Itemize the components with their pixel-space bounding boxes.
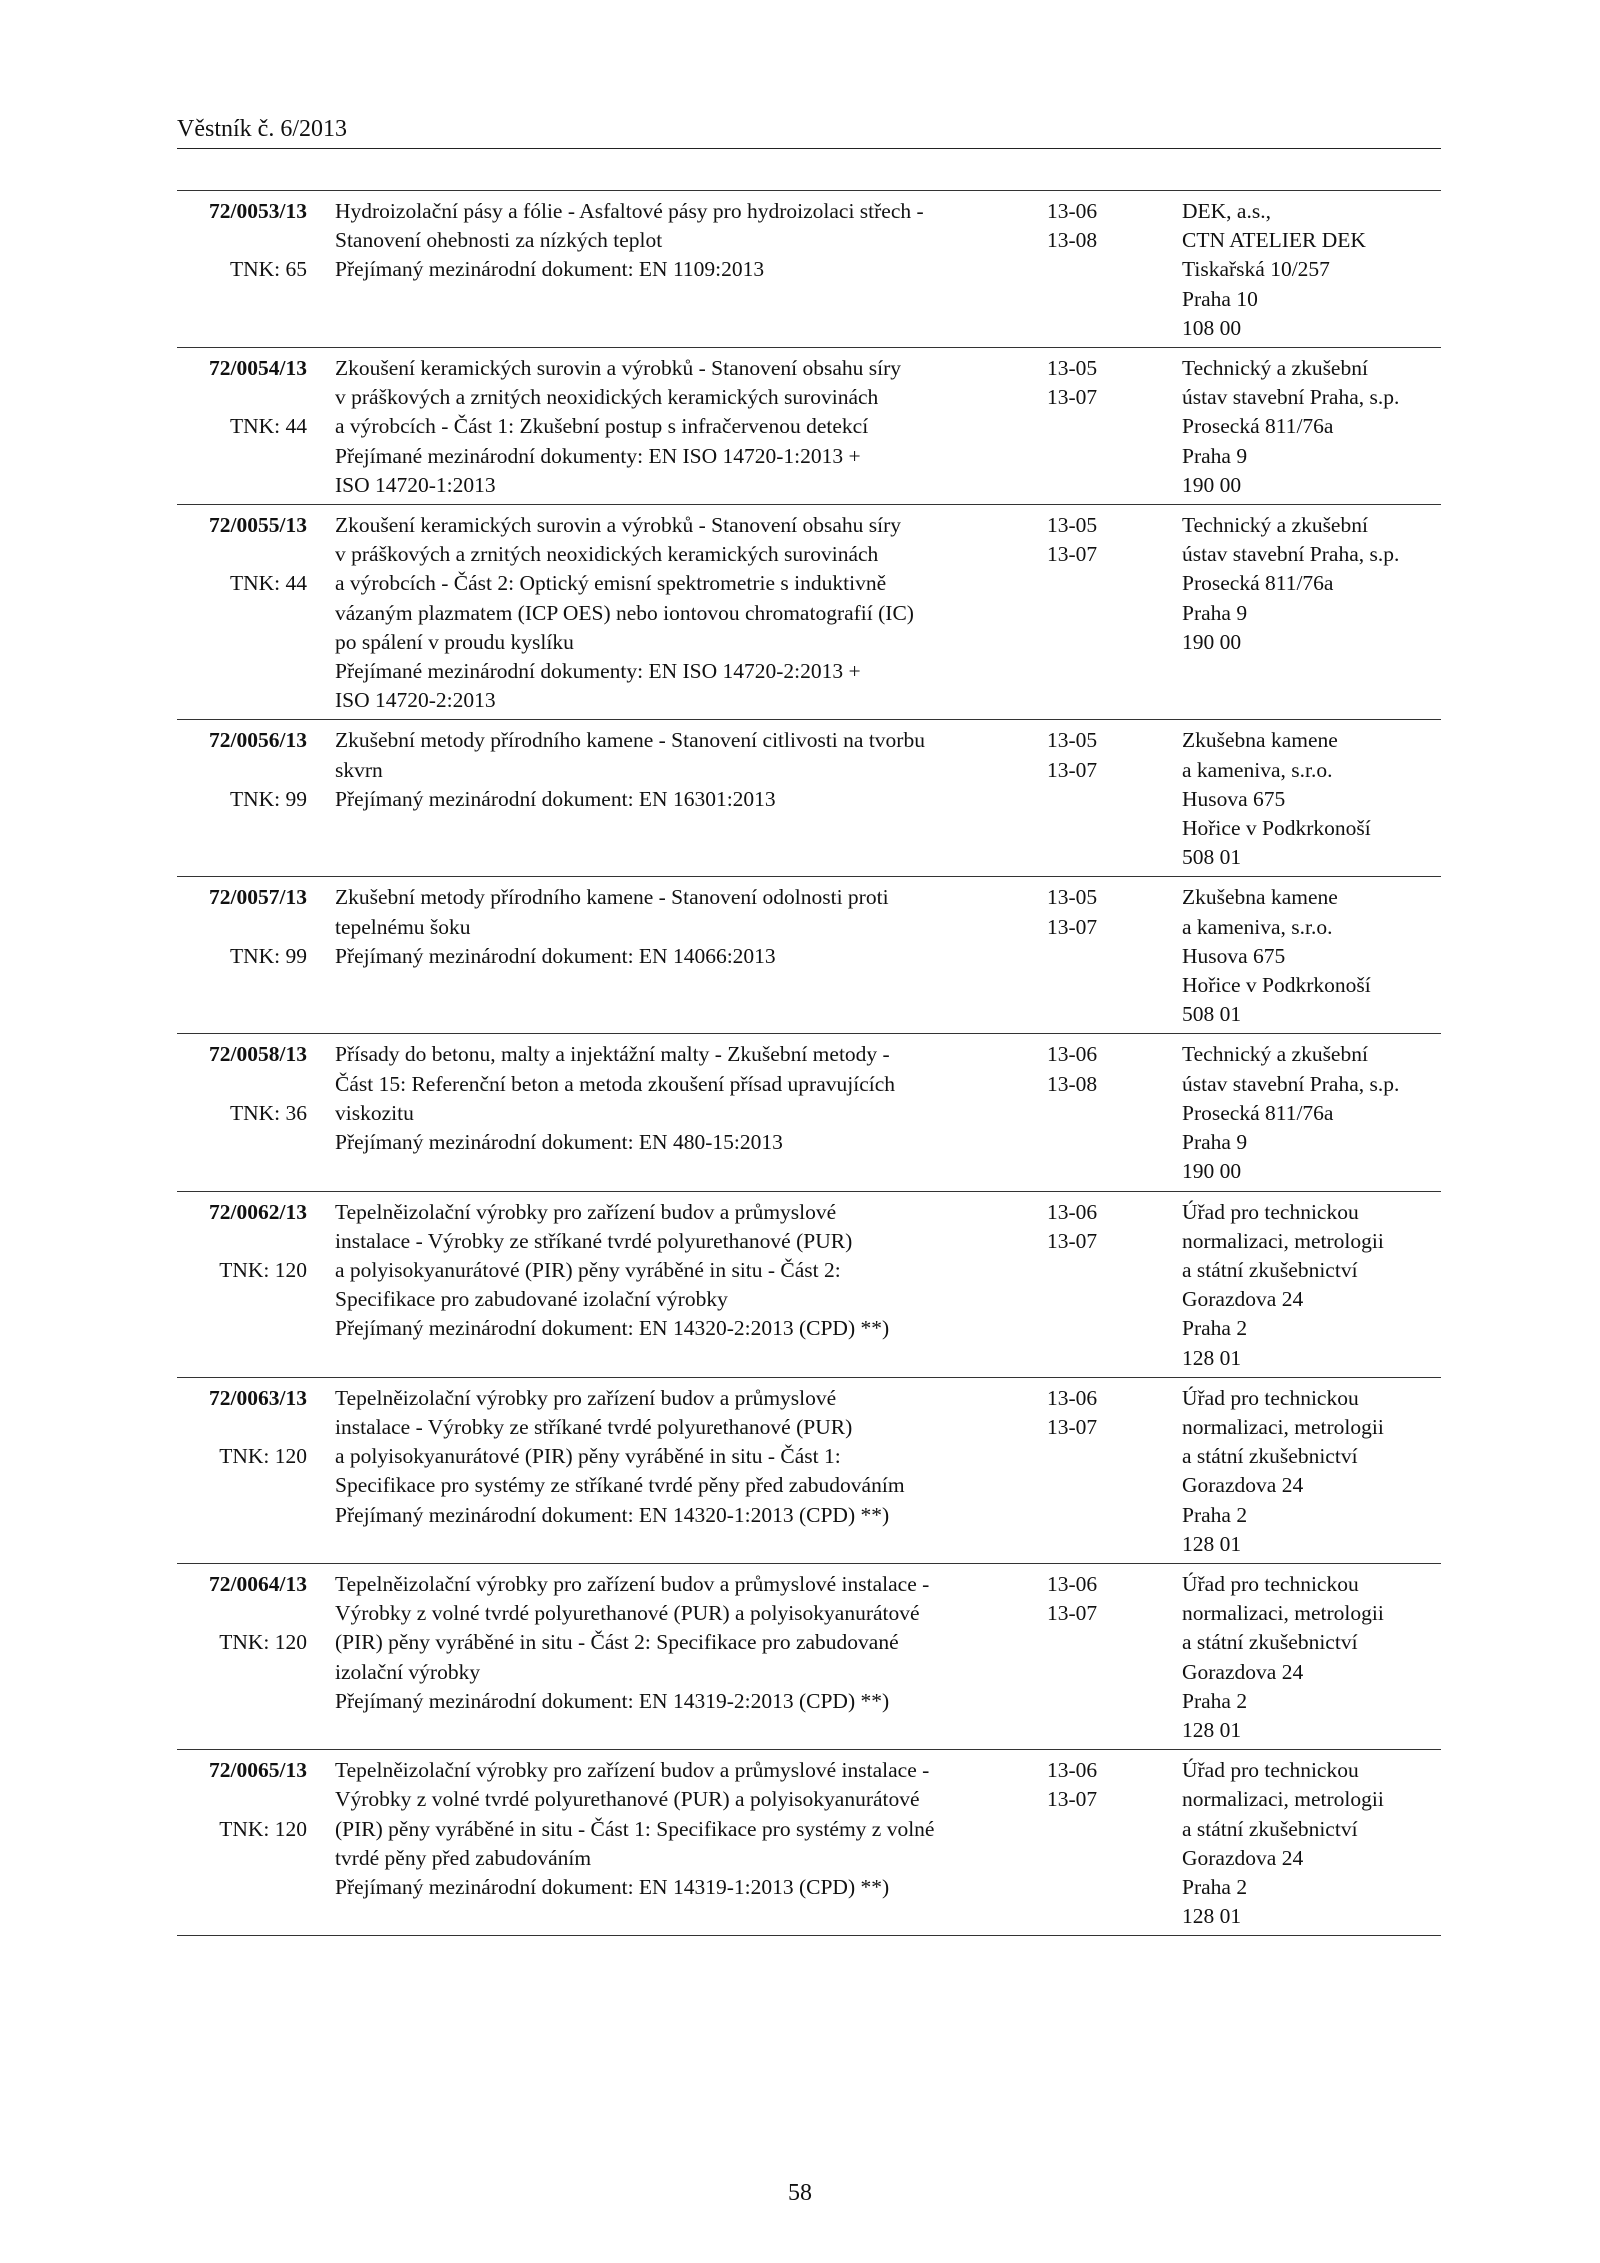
- description-line: Část 15: Referenční beton a metoda zkoušení přísad upravujících: [335, 1071, 896, 1096]
- organization-line: a státní zkušebnictví: [1182, 1444, 1358, 1469]
- organization-line: normalizaci, metrologii: [1182, 1787, 1384, 1812]
- description-line: Specifikace pro systémy ze stříkané tvrdé pěny před zabudováním: [335, 1473, 905, 1498]
- tnk-number: TNK: 36: [229, 1100, 307, 1125]
- registration-number: 72/0063/13: [209, 1385, 307, 1410]
- organization-line: 190 00: [1182, 629, 1242, 654]
- date-code: 13-07: [1047, 1601, 1098, 1626]
- description-line: Hydroizolační pásy a fólie - Asfaltové pásy pro hydroizolaci střech -: [335, 199, 924, 223]
- registration-number: 72/0053/13: [209, 199, 307, 223]
- description-line: a výrobcích - Část 1: Zkušební postup s infračervenou detekcí: [335, 414, 869, 439]
- registration-cell: [177, 1034, 332, 1191]
- description-line: skvrn: [335, 757, 383, 782]
- standards-table-body: [177, 191, 1441, 1936]
- description-cell: [332, 348, 1047, 505]
- organization-line: 190 00: [1182, 1159, 1242, 1184]
- registration-cell: [177, 720, 332, 877]
- organization-cell: [1182, 720, 1441, 877]
- description-line: po spálení v proudu kyslíku: [335, 629, 574, 654]
- date-codes-cell: [1047, 191, 1182, 348]
- date-codes-cell: [1047, 505, 1182, 720]
- registration-number: 72/0054/13: [209, 356, 307, 381]
- registration-number: 72/0056/13: [209, 728, 307, 753]
- description-line: instalace - Výrobky ze stříkané tvrdé polyurethanové (PUR): [335, 1228, 853, 1253]
- organization-line: 128 01: [1182, 1717, 1242, 1742]
- date-code: 13-05: [1047, 513, 1098, 538]
- date-code: 13-08: [1047, 228, 1098, 253]
- description-line: Tepelněizolační výrobky pro zařízení budov a průmyslové: [335, 1385, 837, 1410]
- organization-line: Praha 9: [1182, 443, 1248, 468]
- organization-line: ústav stavební Praha, s.p.: [1182, 1071, 1400, 1096]
- organization-line: 508 01: [1182, 845, 1242, 870]
- description-cell: [332, 720, 1047, 877]
- tnk-number: TNK: 120: [219, 1630, 307, 1655]
- date-code: 13-07: [1047, 1787, 1098, 1812]
- organization-line: Úřad pro technickou: [1182, 1758, 1359, 1783]
- description-cell: [332, 191, 1047, 348]
- description-line: instalace - Výrobky ze stříkané tvrdé polyurethanové (PUR): [335, 1414, 853, 1439]
- organization-line: Hořice v Podkrkonoší: [1182, 816, 1371, 841]
- registration-cell: [177, 1563, 332, 1749]
- date-codes-cell: [1047, 1377, 1182, 1563]
- date-codes-cell: [1047, 1750, 1182, 1936]
- registration-cell: [177, 1750, 332, 1936]
- organization-line: Úřad pro technickou: [1182, 1385, 1359, 1410]
- description-cell: [332, 1191, 1047, 1377]
- registration-number: 72/0062/13: [209, 1199, 307, 1224]
- organization-cell: [1182, 191, 1441, 348]
- organization-line: Technický a zkušební: [1182, 1042, 1368, 1067]
- date-code: 13-06: [1047, 199, 1098, 223]
- organization-line: Praha 2: [1182, 1688, 1248, 1713]
- date-code: 13-08: [1047, 1071, 1098, 1096]
- organization-line: Praha 2: [1182, 1316, 1248, 1341]
- organization-line: Husova 675: [1182, 943, 1286, 968]
- description-line: Stanovení ohebnosti za nízkých teplot: [335, 228, 663, 253]
- registration-number: 72/0055/13: [209, 513, 307, 538]
- organization-line: Prosecká 811/76a: [1182, 571, 1334, 596]
- description-line: Tepelněizolační výrobky pro zařízení budov a průmyslové instalace -: [335, 1758, 930, 1783]
- organization-cell: [1182, 505, 1441, 720]
- organization-line: Tiskařská 10/257: [1182, 257, 1330, 282]
- date-codes-cell: [1047, 1034, 1182, 1191]
- tnk-number: TNK: 120: [219, 1257, 307, 1282]
- description-line: (PIR) pěny vyráběné in situ - Část 2: Specifikace pro zabudované: [335, 1630, 899, 1655]
- organization-line: Praha 9: [1182, 600, 1248, 625]
- registration-cell: [177, 348, 332, 505]
- description-line: a polyisokyanurátové (PIR) pěny vyráběné in situ - Část 1:: [335, 1444, 841, 1469]
- registration-cell: [177, 191, 332, 348]
- date-code: 13-06: [1047, 1199, 1098, 1224]
- date-codes-cell: [1047, 1191, 1182, 1377]
- date-code: 13-06: [1047, 1758, 1098, 1783]
- table-row: [177, 505, 1441, 720]
- date-codes-cell: [1047, 348, 1182, 505]
- standards-table: [177, 190, 1441, 1936]
- organization-line: Praha 9: [1182, 1130, 1248, 1155]
- table-row: [177, 191, 1441, 348]
- organization-line: Praha 2: [1182, 1502, 1248, 1527]
- registration-number: 72/0064/13: [209, 1571, 307, 1596]
- description-line: v práškových a zrnitých neoxidických keramických surovinách: [335, 385, 879, 410]
- organization-line: Gorazdova 24: [1182, 1659, 1304, 1684]
- date-code: 13-05: [1047, 885, 1098, 910]
- organization-line: Úřad pro technickou: [1182, 1199, 1359, 1224]
- tnk-number: TNK: 65: [229, 257, 307, 282]
- registration-cell: [177, 1191, 332, 1377]
- organization-line: 508 01: [1182, 1002, 1242, 1027]
- description-line: v práškových a zrnitých neoxidických keramických surovinách: [335, 542, 879, 567]
- date-code: 13-07: [1047, 1414, 1098, 1439]
- date-codes-cell: [1047, 1563, 1182, 1749]
- table-row: [177, 348, 1441, 505]
- organization-line: normalizaci, metrologii: [1182, 1228, 1384, 1253]
- description-line: Přejímaný mezinárodní dokument: EN 14319-1:2013 (CPD) **): [335, 1874, 890, 1899]
- organization-cell: [1182, 1034, 1441, 1191]
- date-code: 13-06: [1047, 1385, 1098, 1410]
- date-code: 13-05: [1047, 356, 1098, 381]
- description-line: Přejímaný mezinárodní dokument: EN 16301:2013: [335, 786, 776, 811]
- date-code: 13-05: [1047, 728, 1098, 753]
- tnk-number: TNK: 99: [229, 943, 307, 968]
- date-code: 13-06: [1047, 1571, 1098, 1596]
- table-row: [177, 1377, 1441, 1563]
- organization-line: normalizaci, metrologii: [1182, 1414, 1384, 1439]
- registration-number: 72/0058/13: [209, 1042, 307, 1067]
- description-line: ISO 14720-2:2013: [335, 688, 496, 713]
- description-line: Přejímané mezinárodní dokumenty: EN ISO 14720-2:2013 +: [335, 659, 861, 684]
- organization-line: Prosecká 811/76a: [1182, 414, 1334, 439]
- organization-line: a kameniva, s.r.o.: [1182, 757, 1333, 782]
- tnk-number: TNK: 44: [229, 571, 307, 596]
- organization-line: Hořice v Podkrkonoší: [1182, 973, 1371, 998]
- description-line: Zkušební metody přírodního kamene - Stanovení odolnosti proti: [335, 885, 889, 910]
- table-row: [177, 877, 1441, 1034]
- description-line: Přejímaný mezinárodní dokument: EN 480-15:2013: [335, 1130, 783, 1155]
- organization-cell: [1182, 1750, 1441, 1936]
- description-line: a polyisokyanurátové (PIR) pěny vyráběné in situ - Část 2:: [335, 1257, 841, 1282]
- organization-line: 190 00: [1182, 472, 1242, 497]
- description-line: Přejímaný mezinárodní dokument: EN 14319-2:2013 (CPD) **): [335, 1688, 890, 1713]
- organization-cell: [1182, 348, 1441, 505]
- organization-line: a státní zkušebnictví: [1182, 1816, 1358, 1841]
- organization-line: a kameniva, s.r.o.: [1182, 914, 1333, 939]
- description-cell: [332, 1563, 1047, 1749]
- organization-cell: [1182, 1563, 1441, 1749]
- description-line: tepelnému šoku: [335, 914, 471, 939]
- page-number: 58: [788, 2180, 812, 2206]
- tnk-number: TNK: 44: [229, 414, 307, 439]
- description-line: Tepelněizolační výrobky pro zařízení budov a průmyslové instalace -: [335, 1571, 930, 1596]
- organization-line: Úřad pro technickou: [1182, 1571, 1359, 1596]
- organization-line: Prosecká 811/76a: [1182, 1100, 1334, 1125]
- organization-line: Gorazdova 24: [1182, 1845, 1304, 1870]
- date-code: 13-07: [1047, 385, 1098, 410]
- description-line: Přejímané mezinárodní dokumenty: EN ISO 14720-1:2013 +: [335, 443, 861, 468]
- description-line: vázaným plazmatem (ICP OES) nebo iontovou chromatografií (IC): [335, 600, 914, 625]
- table-row: [177, 1750, 1441, 1936]
- description-line: a výrobcích - Část 2: Optický emisní spektrometrie s induktivně: [335, 571, 887, 596]
- organization-cell: [1182, 877, 1441, 1034]
- organization-line: ústav stavební Praha, s.p.: [1182, 385, 1400, 410]
- description-line: Přejímaný mezinárodní dokument: EN 14320-2:2013 (CPD) **): [335, 1316, 890, 1341]
- date-code: 13-06: [1047, 1042, 1098, 1067]
- date-codes-cell: [1047, 720, 1182, 877]
- table-row: [177, 1034, 1441, 1191]
- registration-cell: [177, 877, 332, 1034]
- description-line: Tepelněizolační výrobky pro zařízení budov a průmyslové: [335, 1199, 837, 1224]
- date-codes-cell: [1047, 877, 1182, 1034]
- description-line: viskozitu: [335, 1100, 414, 1125]
- date-code: 13-07: [1047, 757, 1098, 782]
- organization-line: Praha 10: [1182, 286, 1258, 311]
- description-line: Výrobky z volné tvrdé polyurethanové (PUR) a polyisokyanurátové: [335, 1601, 920, 1626]
- organization-cell: [1182, 1191, 1441, 1377]
- date-code: 13-07: [1047, 914, 1098, 939]
- organization-line: DEK, a.s.,: [1182, 199, 1271, 223]
- description-line: (PIR) pěny vyráběné in situ - Část 1: Specifikace pro systémy z volné: [335, 1816, 935, 1841]
- page-header: [177, 112, 1441, 149]
- description-cell: [332, 1034, 1047, 1191]
- organization-line: a státní zkušebnictví: [1182, 1630, 1358, 1655]
- organization-line: Zkušebna kamene: [1182, 728, 1338, 753]
- registration-cell: [177, 505, 332, 720]
- description-line: Přejímaný mezinárodní dokument: EN 1109:2013: [335, 257, 765, 282]
- tnk-number: TNK: 120: [219, 1444, 307, 1469]
- description-line: Výrobky z volné tvrdé polyurethanové (PUR) a polyisokyanurátové: [335, 1787, 920, 1812]
- date-code: 13-07: [1047, 542, 1098, 567]
- organization-cell: [1182, 1377, 1441, 1563]
- organization-line: Praha 2: [1182, 1874, 1248, 1899]
- tnk-number: TNK: 99: [229, 786, 307, 811]
- description-line: ISO 14720-1:2013: [335, 472, 496, 497]
- description-line: Přejímaný mezinárodní dokument: EN 14066:2013: [335, 943, 776, 968]
- table-row: [177, 720, 1441, 877]
- description-line: tvrdé pěny před zabudováním: [335, 1845, 592, 1870]
- organization-line: ústav stavební Praha, s.p.: [1182, 542, 1400, 567]
- description-line: izolační výrobky: [335, 1659, 481, 1684]
- date-code: 13-07: [1047, 1228, 1098, 1253]
- description-line: Zkoušení keramických surovin a výrobků - Stanovení obsahu síry: [335, 513, 902, 538]
- organization-line: Gorazdova 24: [1182, 1287, 1304, 1312]
- registration-cell: [177, 1377, 332, 1563]
- registration-number: 72/0065/13: [209, 1758, 307, 1783]
- description-line: Zkoušení keramických surovin a výrobků - Stanovení obsahu síry: [335, 356, 902, 381]
- organization-line: 128 01: [1182, 1531, 1242, 1556]
- organization-line: Gorazdova 24: [1182, 1473, 1304, 1498]
- description-line: Přejímaný mezinárodní dokument: EN 14320-1:2013 (CPD) **): [335, 1502, 890, 1527]
- description-cell: [332, 1750, 1047, 1936]
- organization-line: Husova 675: [1182, 786, 1286, 811]
- table-row: [177, 1563, 1441, 1749]
- organization-line: 128 01: [1182, 1904, 1242, 1929]
- organization-line: a státní zkušebnictví: [1182, 1257, 1358, 1282]
- description-cell: [332, 1377, 1047, 1563]
- description-line: Zkušební metody přírodního kamene - Stanovení citlivosti na tvorbu: [335, 728, 925, 753]
- organization-line: 108 00: [1182, 315, 1242, 340]
- description-cell: [332, 877, 1047, 1034]
- table-row: [177, 1191, 1441, 1377]
- tnk-number: TNK: 120: [219, 1816, 307, 1841]
- registration-number: 72/0057/13: [209, 885, 307, 910]
- description-line: Specifikace pro zabudované izolační výrobky: [335, 1287, 728, 1312]
- organization-line: Technický a zkušební: [1182, 356, 1368, 381]
- organization-line: 128 01: [1182, 1345, 1242, 1370]
- organization-line: normalizaci, metrologii: [1182, 1601, 1384, 1626]
- description-line: Přísady do betonu, malty a injektážní malty - Zkušební metody -: [335, 1042, 890, 1067]
- organization-line: Technický a zkušební: [1182, 513, 1368, 538]
- organization-line: CTN ATELIER DEK: [1182, 228, 1366, 253]
- description-cell: [332, 505, 1047, 720]
- organization-line: Zkušebna kamene: [1182, 885, 1338, 910]
- journal-title: Věstník č. 6/2013: [177, 116, 347, 142]
